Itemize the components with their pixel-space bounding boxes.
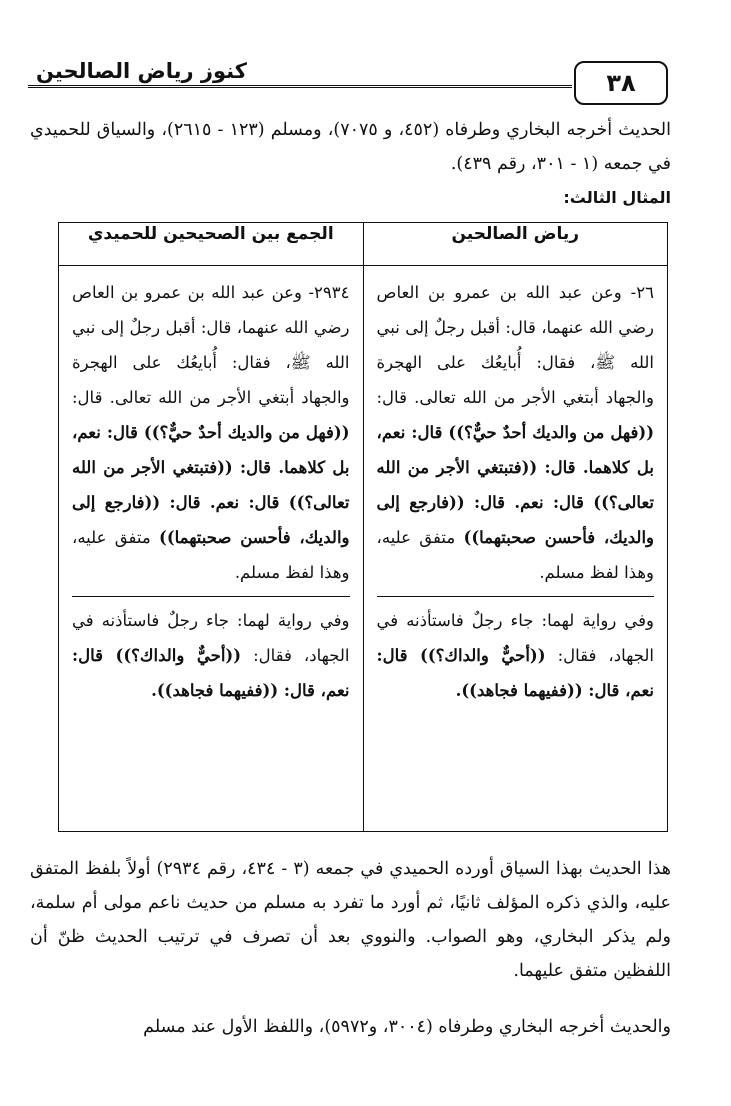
col-header-riyad: رياض الصالحين [363, 223, 668, 266]
table-body-row [59, 266, 668, 832]
page-header [28, 55, 668, 103]
humaidi-first-tail: متفق عليه، وهذا لفظ مسلم. [72, 528, 350, 582]
humaidi-second-narration [72, 603, 350, 708]
humaidi-second-plain: وفي رواية لهما: جاء رجلٌ فاستأذنه في الجهاد، فقال: [72, 611, 350, 665]
header-rule [28, 85, 572, 88]
col-header-humaidi: الجمع بين الصحيحين للحميدي [59, 223, 364, 266]
comparison-table [58, 222, 668, 832]
page-number: ٣٨ [574, 61, 668, 105]
riyad-second-narration [377, 603, 655, 708]
example-title: المثال الثالث: [563, 188, 671, 207]
running-title: كنوز رياض الصالحين [28, 59, 257, 83]
closing-paragraph: والحديث أخرجه البخاري وطرفاه (٣٠٠٤، و٥٩٧٢)، واللفظ الأول عند مسلم [143, 1017, 671, 1037]
humaidi-first-quote: ((فهل من والديك أحدٌ حيٌّ؟)) قال: نعم، بل كلاهما. قال: ((فتبتغي الأجر من الله تعالى؟)) قال: نعم. قال: ((فارجع إلى والديك، فأحسن صحبتهما)) [72, 423, 350, 547]
analysis-paragraph: هذا الحديث بهذا السياق أورده الحميدي في جمعه (٣ - ٤٣٤، رقم ٢٩٣٤) أولاً بلفظ المتفق عليه، والذي ذكره المؤلف ثانيًا، ثم أورد ما تفرد به مسلم من حديث ناعم مولى أم سلمة، ولم يذكر البخاري، وهو الصواب. والنووي بعد أن تصرف في ترتيب الحديث ظنّ أن اللفظين متفق عليهما. [30, 859, 671, 981]
riyad-first-narration [377, 275, 655, 597]
humaidi-first-plain: ٢٩٣٤- وعن عبد الله بن عمرو بن العاص رضي الله عنهما، قال: أقبل رجلٌ إلى نبي الله ﷺ، فقال: أُبايعُك على الهجرة والجهاد أبتغي الأجر من الله تعالى. قال: [72, 283, 350, 407]
humaidi-second-quote: ((أحيٌّ والداك؟)) قال: نعم، قال: ((ففيهما فجاهد)). [72, 646, 350, 700]
intro-paragraph: الحديث أخرجه البخاري وطرفاه (٤٥٢، و ٧٠٧٥)، ومسلم (١٢٣ - ٢٦١٥)، والسياق للحميدي في جمعه (١ - ٣٠١، رقم ٤٣٩). [30, 120, 671, 174]
humaidi-first-narration [72, 275, 350, 597]
riyad-second-quote: ((أحيٌّ والداك؟)) قال: نعم، قال: ((ففيهما فجاهد)). [376, 646, 654, 700]
table-header-row [59, 223, 668, 266]
riyad-first-quote: ((فهل من والديك أحدٌ حيٌّ؟)) قال: نعم، بل كلاهما. قال: ((فتبتغي الأجر من الله تعالى؟)) قال: نعم. قال: ((فارجع إلى والديك، فأحسن صحبتهما)) [376, 423, 655, 547]
humaidi-cell [59, 266, 364, 832]
riyad-first-plain: ٢٦- وعن عبد الله بن عمرو بن العاص رضي الله عنهما، قال: أقبل رجلٌ إلى نبي الله ﷺ، فقال: أُبايعُك على الهجرة والجهاد أبتغي الأجر من الله تعالى. قال: [376, 283, 654, 407]
riyad-first-tail: متفق عليه، وهذا لفظ مسلم. [376, 528, 654, 582]
riyad-second-plain: وفي رواية لهما: جاء رجلٌ فاستأذنه في الجهاد، فقال: [376, 611, 654, 665]
riyad-cell [363, 266, 668, 832]
